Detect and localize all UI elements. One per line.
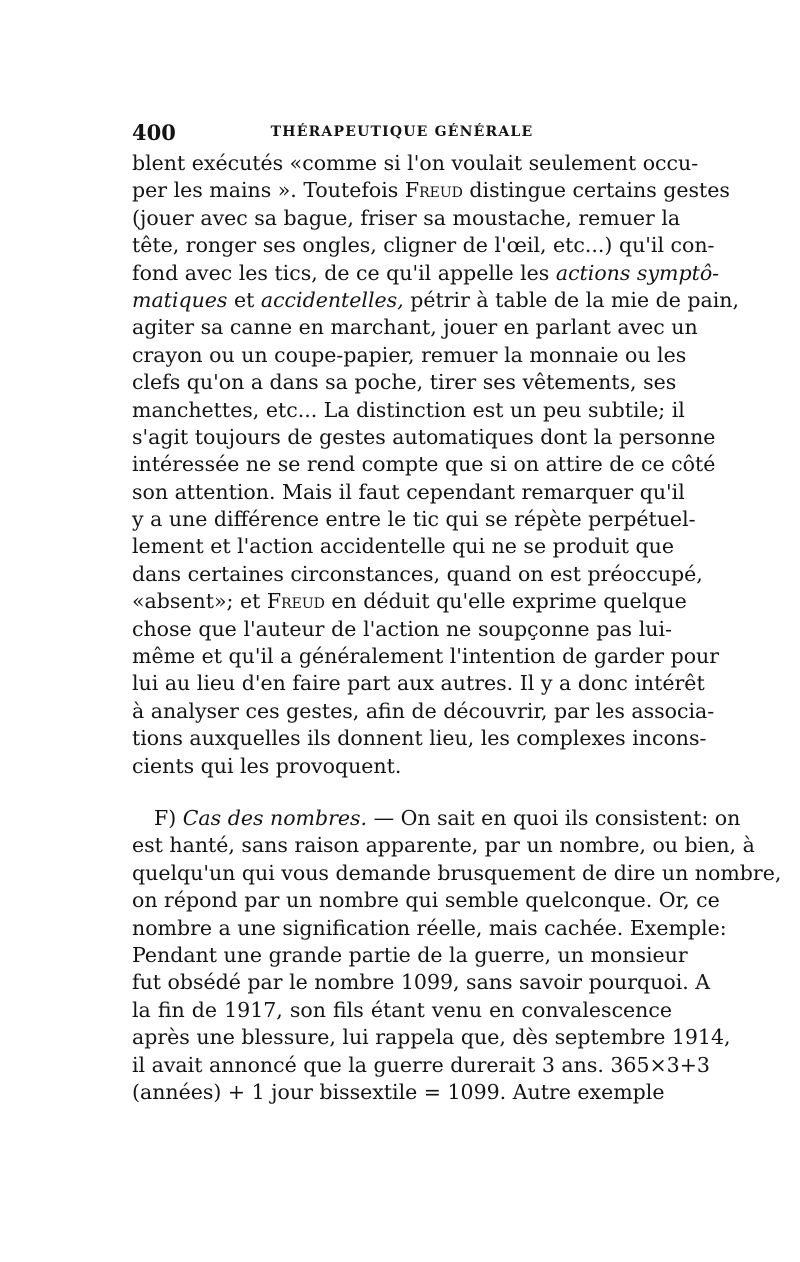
text-segment: à analyser ces gestes, afin de découvrir, par les associa- (132, 698, 715, 723)
text-line (132, 860, 782, 887)
text-segment: (années) + 1 jour bissextile = 1099. Autre exemple (132, 1079, 665, 1104)
text-line (132, 451, 716, 478)
text-line (132, 1024, 731, 1051)
text-line (132, 887, 720, 914)
text-segment: dans certaines circonstances, quand on est préoccupé, (132, 561, 703, 586)
text-segment: tions auxquelles ils donnent lieu, les complexes incons- (132, 726, 707, 751)
text-segment: agiter sa canne en marchant, jouer en parlant avec un (132, 315, 698, 340)
text-segment: est hanté, sans raison apparente, par un nombre, ou bien, à (132, 833, 755, 858)
text-segment: lement et l'action accidentelle qui ne se produit que (132, 534, 674, 559)
text-segment: blent exécutés «comme si l'on voulait seulement occu- (132, 151, 699, 175)
text-segment: manchettes, etc... La distinction est un peu subtile; il (132, 397, 685, 422)
text-segment: crayon ou un coupe-papier, remuer la monnaie ou les (132, 342, 687, 367)
text-line (132, 616, 672, 643)
text-line (132, 533, 672, 560)
text-segment: s'agit toujours de gestes automatiques dont la personne (132, 424, 716, 449)
text-line (132, 698, 715, 725)
paragraph-gap (132, 780, 672, 805)
text-segment: clefs qu'on a dans sa poche, tirer ses vêtements, ses (132, 370, 677, 395)
text-line (132, 915, 727, 942)
paragraph (132, 150, 740, 780)
text-line (132, 424, 716, 451)
text-segment: fond avec les tics, de ce qu'il appelle les (132, 260, 556, 285)
italic-text: accidentelles, (260, 287, 404, 312)
text-line (132, 314, 698, 341)
text-segment: — On sait en quoi ils consistent: on (367, 805, 741, 830)
italic-text: Cas des nombres. (182, 805, 368, 830)
text-segment: pétrir à table de la mie de pain, (403, 287, 740, 312)
text-line (132, 753, 672, 780)
text-line (132, 1079, 672, 1106)
paragraph (132, 805, 782, 1106)
author-name: Freud (404, 178, 463, 203)
text-line (132, 588, 687, 615)
text-line (132, 561, 703, 588)
text-segment: tête, ronger ses ongles, cligner de l'œil, etc...) qu'il con- (132, 233, 715, 258)
text-line (132, 643, 720, 670)
italic-text: matiques (132, 287, 228, 312)
text-line (132, 506, 696, 533)
text-segment: «absent»; et (132, 589, 267, 614)
text-segment: chose que l'auteur de l'action ne soupçonne pas lui- (132, 616, 672, 641)
text-line (132, 205, 681, 232)
text-segment: et (227, 287, 261, 312)
text-line (132, 369, 677, 396)
text-line (132, 397, 685, 424)
text-segment: après une blessure, lui rappela que, dès septembre 1914, (132, 1025, 731, 1050)
text-segment: distingue certains gestes (462, 178, 730, 203)
text-segment: y a une différence entre le tic qui se répète perpétuel- (132, 507, 696, 532)
running-title: THÉRAPEUTIQUE GÉNÉRALE (270, 124, 534, 140)
text-line (132, 342, 687, 369)
text-line (132, 725, 707, 752)
text-line (132, 232, 715, 259)
text-segment: per les mains ». Toutefois (132, 178, 405, 203)
text-segment: cients qui les provoquent. (132, 753, 402, 778)
text-segment: son attention. Mais il faut cependant remarquer qu'il (132, 479, 685, 504)
text-segment: lui au lieu d'en faire part aux autres. Il y a donc intérêt (132, 671, 705, 696)
text-segment: Pendant une grande partie de la guerre, un monsieur (132, 942, 688, 967)
text-segment: même et qu'il a généralement l'intention de garder pour (132, 644, 720, 669)
italic-text: actions symptô- (555, 260, 720, 285)
text-line (132, 969, 711, 996)
text-line (132, 287, 740, 314)
page-number: 400 (132, 120, 176, 145)
text-segment: intéressée ne se rend compte que si on attire de ce côté (132, 452, 716, 477)
text-line (132, 150, 699, 177)
text-line (132, 260, 720, 287)
text-line (132, 1052, 710, 1079)
text-segment: fut obsédé par le nombre 1099, sans savoir pourquoi. A (132, 970, 711, 995)
text-segment: quelqu'un qui vous demande brusquement de dire un nombre, (132, 860, 782, 885)
body-text (132, 150, 782, 1106)
text-line (132, 832, 755, 859)
text-line (132, 997, 672, 1024)
text-line (132, 942, 688, 969)
text-segment: en déduit qu'elle exprime quelque (324, 589, 687, 614)
text-line (132, 670, 705, 697)
page-header (132, 120, 672, 144)
text-segment: nombre a une signification réelle, mais cachée. Exemple: (132, 915, 727, 940)
text-line (132, 479, 685, 506)
text-line (132, 177, 730, 204)
author-name: Freud (266, 589, 325, 614)
text-segment: F) (154, 805, 183, 830)
text-segment: il avait annoncé que la guerre durerait 3 ans. 365×3+3 (132, 1052, 710, 1077)
text-segment: la fin de 1917, son fils étant venu en convalescence (132, 997, 672, 1022)
text-line (132, 805, 741, 832)
text-segment: (jouer avec sa bague, friser sa moustache, remuer la (132, 205, 681, 230)
text-segment: on répond par un nombre qui semble quelconque. Or, ce (132, 888, 720, 913)
